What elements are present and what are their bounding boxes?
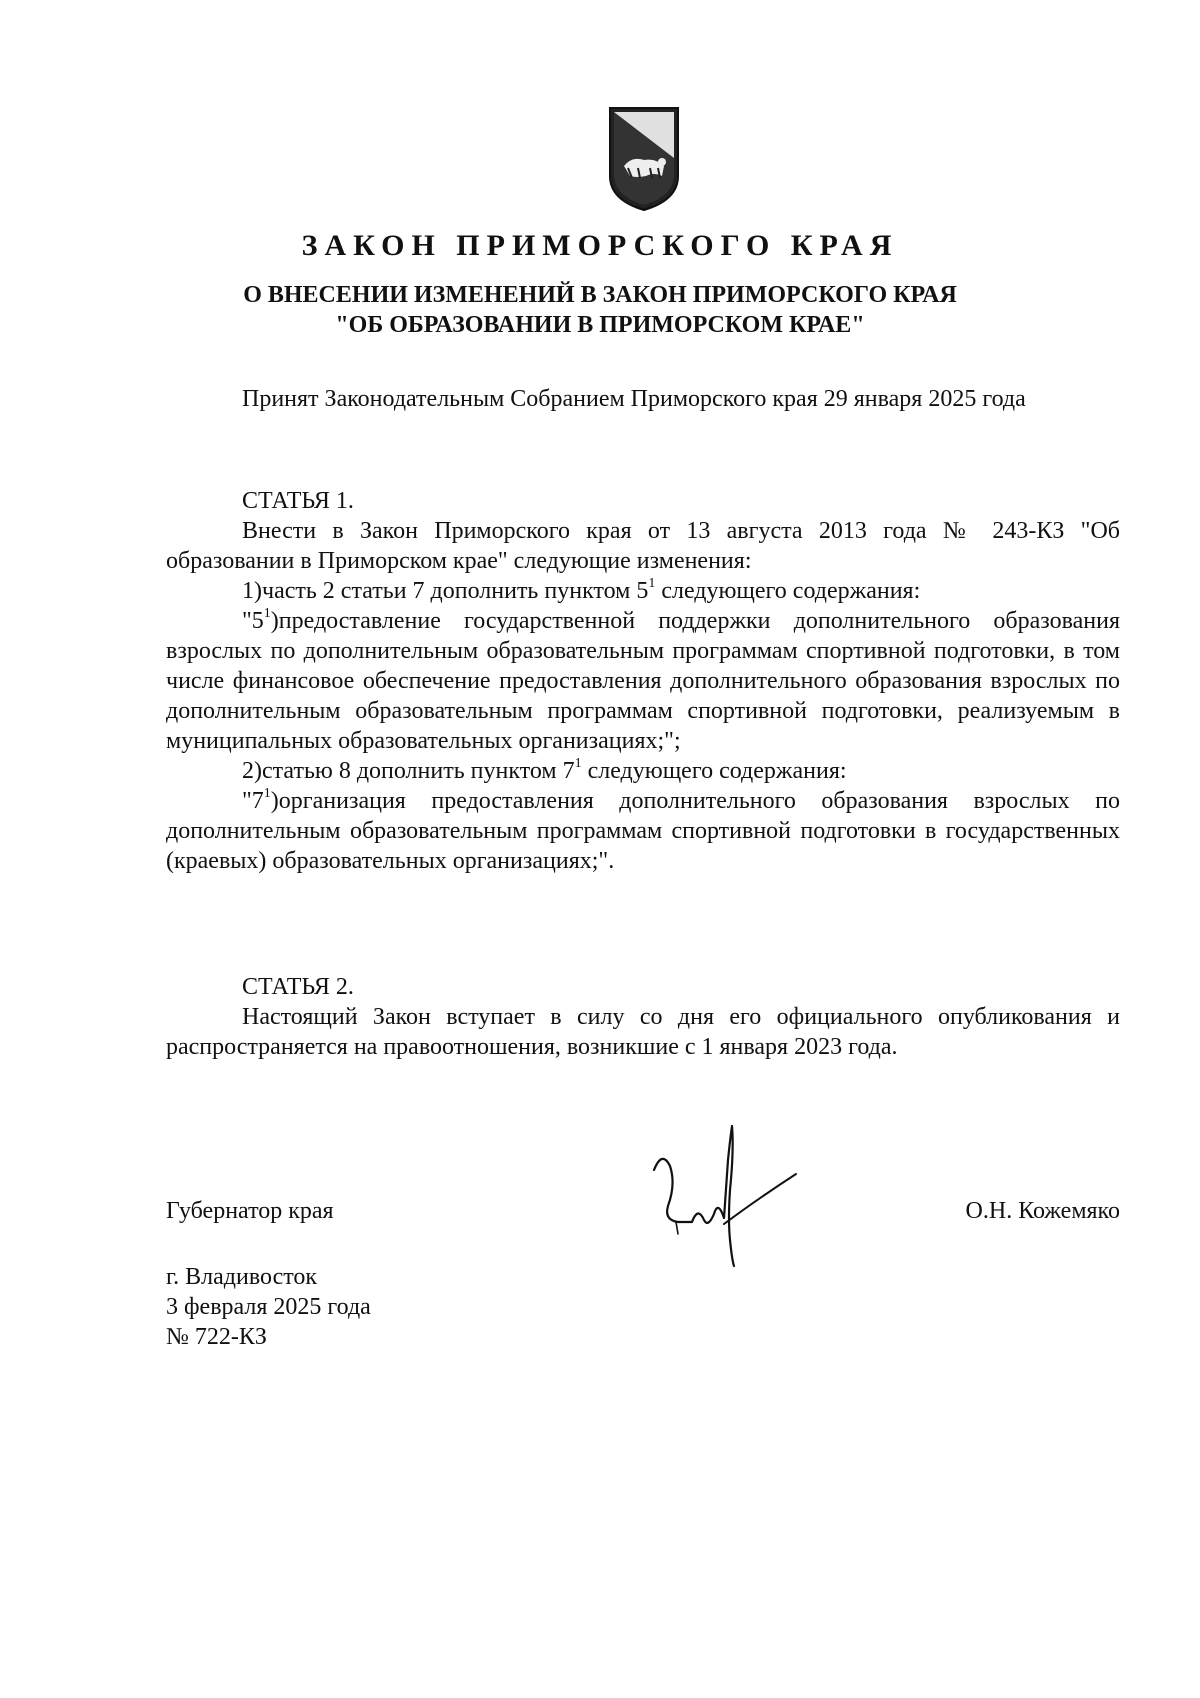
- governor-name: О.Н. Кожемяко: [965, 1198, 1120, 1224]
- article-2-title: СТАТЬЯ 2.: [242, 974, 354, 1000]
- place: г. Владивосток: [166, 1264, 318, 1290]
- law-subtitle: [0, 280, 1200, 340]
- article-1-quote-2: "$7^1)организация$ предоставления дополнительного образования взрослых по дополнительным образовательным программам спортивной подготовки в государственных (краевых) образовательных организациях;".: [166, 786, 1120, 874]
- article-2: [166, 972, 1120, 1062]
- subtitle-line-1: О ВНЕСЕНИИ ИЗМЕНЕНИЙ В ЗАКОН ПРИМОРСКОГО КРАЯ: [243, 282, 957, 308]
- article-1-item-2: 2)статью 8 дополнить пунктом $7^1$ следующего содержания:: [242, 756, 847, 784]
- law-number: № 722-КЗ: [166, 1324, 267, 1350]
- sign-date: 3 февраля 2025 года: [166, 1294, 371, 1320]
- adoption-note: [166, 384, 1120, 414]
- article-1: [166, 486, 1120, 876]
- governor-position: Губернатор края: [166, 1198, 334, 1224]
- article-1-item-1: 1)часть 2 статьи 7 дополнить пунктом $5^1$ следующего содержания:: [242, 576, 921, 604]
- article-1-quote-1: "$5^1)предоставление$ государственной поддержки дополнительного образования взрослых по дополнительным образовательным программам спортивной подготовки, в том числе финансовое обеспечение предоставления дополнительного образования взрослых по дополнительным образовательным программам спортивной подготовки, реализуемым в муниципальных образовательных организациях;";: [166, 606, 1120, 754]
- place-date-number: [166, 1262, 371, 1352]
- coat-of-arms-icon: [606, 106, 682, 212]
- article-2-text: Настоящий Закон вступает в силу со дня его официального опубликования и распространяется на правоотношения, возникшие с 1 января 2023 года.: [166, 1004, 1120, 1060]
- law-title: ЗАКОН ПРИМОРСКОГО КРАЯ: [301, 229, 899, 262]
- article-1-title: СТАТЬЯ 1.: [242, 488, 354, 514]
- subtitle-line-2: "ОБ ОБРАЗОВАНИИ В ПРИМОРСКОМ КРАЕ": [335, 312, 865, 338]
- handwritten-signature-icon: [648, 1110, 808, 1270]
- adoption-text: Принят Законодательным Собранием Приморского края 29 января 2025 года: [242, 386, 1026, 412]
- article-1-intro: Внести в Закон Приморского края от 13 августа 2013 года № 243-КЗ "Об образовании в Приморском крае" следующие изменения:: [166, 518, 1120, 574]
